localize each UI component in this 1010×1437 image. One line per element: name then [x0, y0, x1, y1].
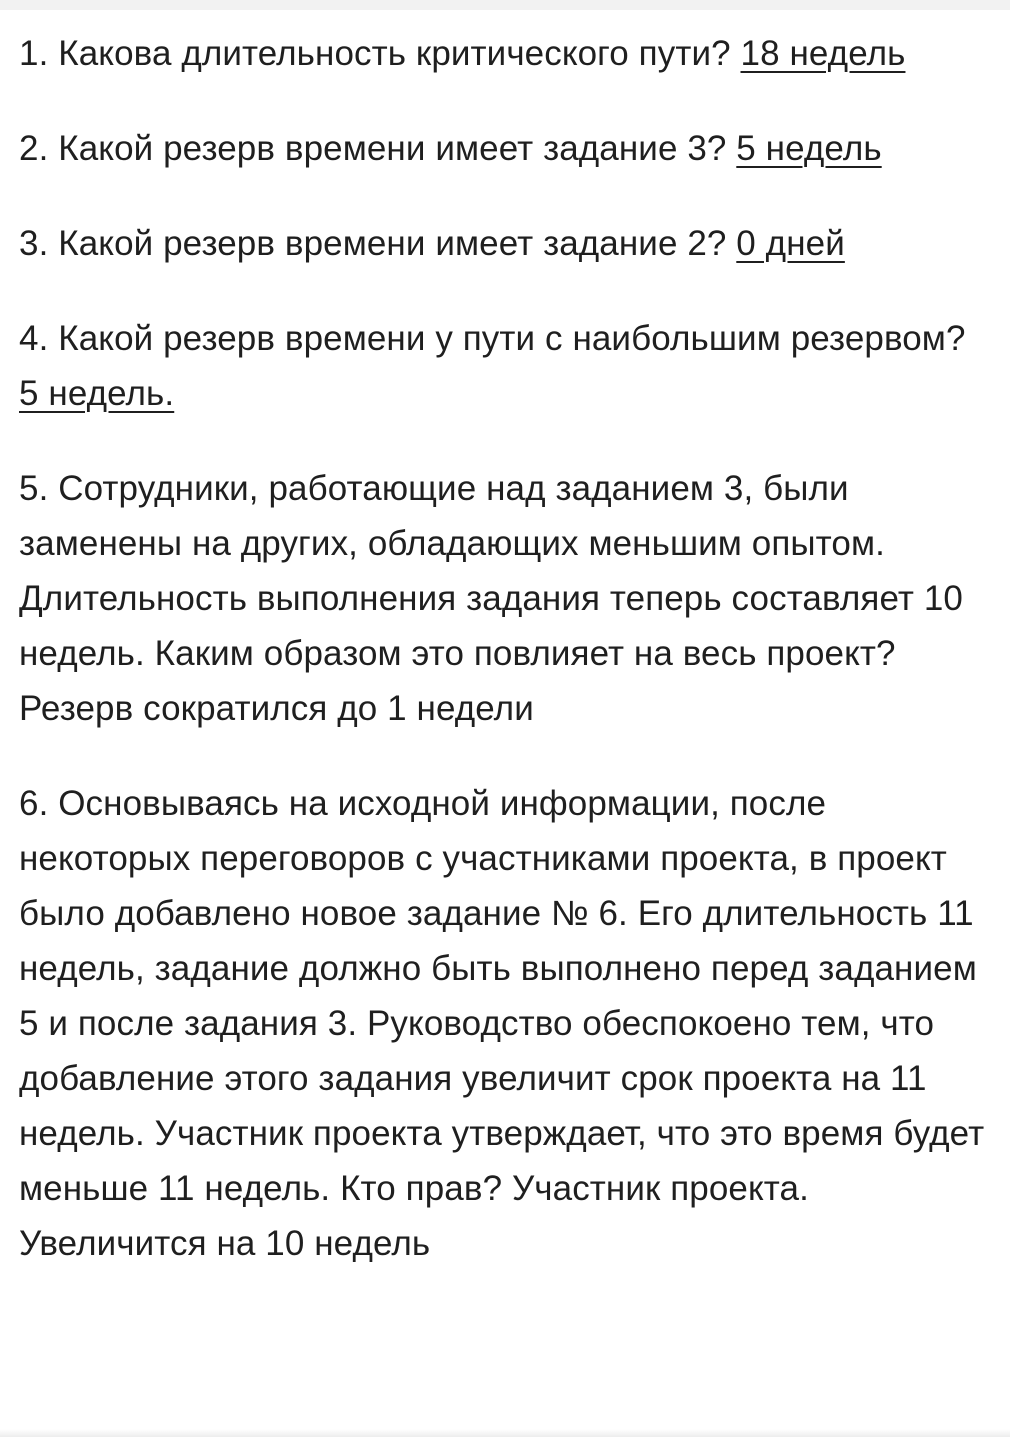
question-3-text: 3. Какой резерв времени имеет задание 2? — [19, 224, 737, 263]
answer-4: 5 недель. — [19, 374, 175, 413]
question-2 — [19, 121, 994, 176]
question-4-text: 4. Какой резерв времени у пути с наибольшим резервом? — [19, 319, 966, 358]
bottom-edge — [0, 1429, 1010, 1437]
question-1-text: 1. Какова длительность критического пути? — [19, 34, 741, 73]
question-5 — [19, 461, 994, 736]
top-strip — [0, 0, 1010, 10]
question-3 — [19, 216, 994, 271]
question-6 — [19, 776, 994, 1271]
question-5-text: 5. Сотрудники, работающие над заданием 3, были заменены на других, обладающих меньшим опытом. Длительность выполнения задания теперь составляет 10 недель. Каким образом это повлияет на весь проект? — [19, 469, 963, 673]
document-body — [19, 26, 994, 1311]
answer-5: Резерв сократился до 1 недели — [19, 689, 534, 728]
question-6-text: 6. Основываясь на исходной информации, после некоторых переговоров с участниками проекта, в проект было добавлено новое задание № 6. Его длительность 11 недель, задание должно быть выполнено перед заданием 5 и после задания 3. Руководство обеспокоено тем, что добавление этого задания увеличит срок проекта на 11 недель. Участник проекта утверждает, что это время будет меньше 11 недель. Кто прав? — [19, 784, 985, 1208]
answer-3: 0 дней — [736, 224, 845, 263]
question-2-text: 2. Какой резерв времени имеет задание 3? — [19, 129, 737, 168]
answer-2: 5 недель — [736, 129, 882, 168]
answer-1: 18 недель — [740, 34, 906, 73]
question-4 — [19, 311, 994, 421]
question-1 — [19, 26, 994, 81]
answer-6: Участник проекта. Увеличится на 10 недель — [19, 1169, 809, 1263]
